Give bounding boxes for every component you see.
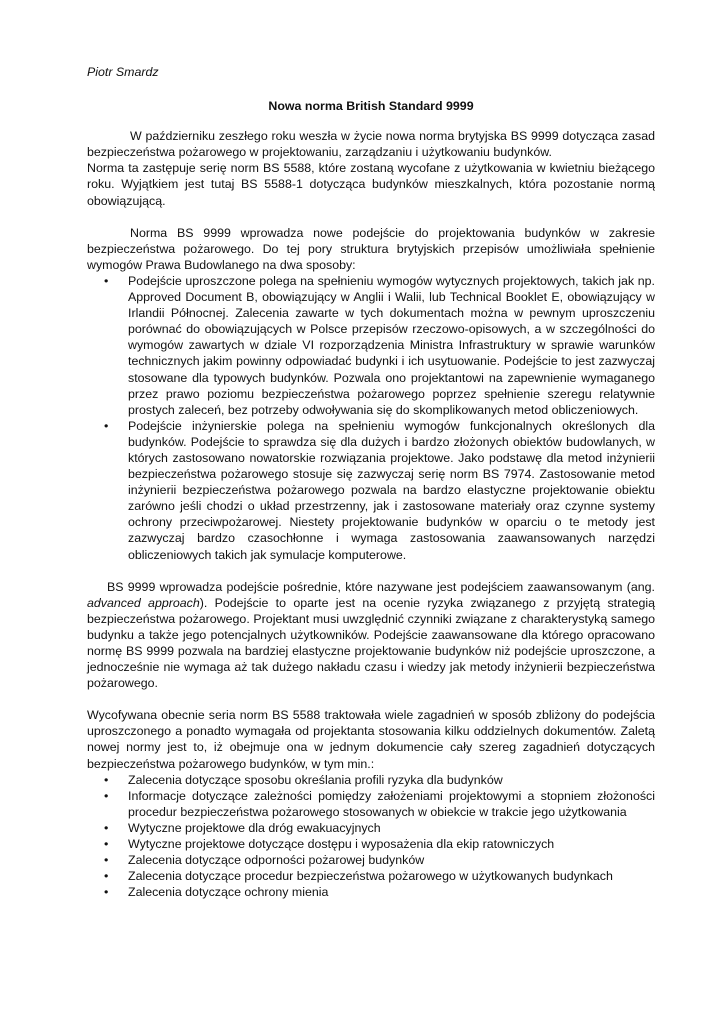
document-page (87, 64, 655, 900)
list-item: • Zalecenia dotyczące ochrony mienia (104, 885, 329, 900)
bullet-icon: • (104, 853, 109, 868)
list-item: • Zalecenia dotyczące odporności pożarowej budynków (104, 853, 425, 868)
approach-paragraph: Norma BS 9999 wprowadza nowe podejście do projektowania budynków w zakresie bezpieczeństwa pożarowego. Do tej pory struktura brytyjskich przepisów umożliwiała spełnienie wymogów Prawa Budowlanego na dwa sposoby: (87, 225, 655, 272)
list-item: • Podejście uproszczone polega na spełnieniu wymogów wytycznych projektowych, takich jak np. Approved Document B, obowiązujący w Anglii i Walii, lub Technical Booklet E, obowiązujący w Irlandii Północnej. Zalecenia zawarte w tych dokumentach można w pewnym uproszczeniu porównać do obowiązujących w Polsce przepisów rzeczowo-opisowych, a w szczególności do wymogów zawartych w dziale VI rozporządzenia Ministra Infrastruktury w sprawie warunków technicznych jakim powinny odpowiadać budynki i ich usytuowanie. Podejście to jest zazwyczaj stosowane dla typowych budynków. Pozwala ono projektantowi na zapewnienie wymaganego przez prawo poziomu bezpieczeństwa pożarowego poprzez spełnienie szeregu relatywnie prostych zaleceń, bez potrzeby odwoływania się do skomplikowanych metod obliczeniowych. (104, 273, 655, 417)
bullet-icon: • (104, 273, 109, 288)
bullet-icon: • (104, 837, 109, 852)
bs5588-paragraph: Wycofywana obecnie seria norm BS 5588 traktowała wiele zagadnień w sposób zbliżony do podejścia uproszczonego a ponadto wymagała od projektanta stosowania kilku oddzielnych dokumentów. Zaletą nowej normy jest to, iż obejmuje ona w jednym dokumencie cały szereg zagadnień dotyczących bezpieczeństwa pożarowego budynków, w tym min.: (87, 708, 655, 771)
advanced-approach-paragraph: BS 9999 wprowadza podejście pośrednie, które nazywane jest podejściem zaawansowanym (ang. advanced approach). Podejście to oparte jest na ocenie ryzyka związanego z przyjętą strategią bezpieczeństwa pożarowego. Projektant musi uwzględnić czynniki związane z charakterystyką samego budynku a także jego potencjalnych użytkowników. Podejście zaawansowane dla którego opracowano normę BS 9999 pozwala na bardziej elastyczne projektowanie budynków niż podejście uproszczone, a jednocześnie nie wymaga aż tak dużego nakładu czasu i wiedzy jak metody inżynierii bezpieczeństwa pożarowego. (87, 579, 655, 691)
bullet-icon: • (104, 772, 109, 787)
document-title: Nowa norma British Standard 9999 (268, 99, 474, 114)
scope-list (87, 772, 655, 901)
bullet-icon: • (104, 885, 109, 900)
intro-paragraph-1: W październiku zeszłego roku weszła w życie nowa norma brytyjska BS 9999 dotycząca zasad bezpieczeństwa pożarowego w projektowaniu, zarządzaniu i użytkowaniu budynków. (87, 129, 655, 160)
bullet-icon: • (104, 418, 109, 433)
list-item: • Zalecenia dotyczące sposobu określania profili ryzyka dla budynków (104, 772, 503, 787)
bullet-icon: • (104, 820, 109, 835)
list-item: • Informacje dotyczące zależności pomiędzy założeniami projektowymi a stopniem złożoności procedur bezpieczeństwa pożarowego stosowanych w obiekcie w trakcie jego użytkowania (104, 788, 655, 819)
list-item: • Wytyczne projektowe dotyczące dostępu i wyposażenia dla ekip ratowniczych (104, 837, 555, 852)
intro-paragraph-2: Norma ta zastępuje serię norm BS 5588, które zostaną wycofane z użytkowania w kwietniu bieżącego roku. Wyjątkiem jest tutaj BS 5588-1 dotycząca budynków mieszkalnych, która pozostanie normą obowiązującą. (87, 161, 655, 208)
list-item: • Wytyczne projektowe dla dróg ewakuacyjnych (104, 820, 381, 835)
bullet-icon: • (104, 869, 109, 884)
list-item: • Podejście inżynierskie polega na spełnieniu wymogów funkcjonalnych określonych dla budynków. Podejście to sprawdza się dla dużych i bardzo złożonych obiektów budowlanych, w których zastosowano nowatorskie rozwiązania projektowe. Jako podstawę dla metod inżynierii bezpieczeństwa pożarowego stosuje się zazwyczaj serię norm BS 7974. Zastosowanie metod inżynierii bezpieczeństwa pożarowego pozwala na bardzo elastyczne projektowanie obiektu zarówno jeśli chodzi o układ przestrzenny, jak i zastosowane materiały oraz czynne systemy ochrony przeciwpożarowej. Niestety projektowanie budynków w oparciu o te metody jest zazwyczaj bardzo czasochłonne i wymaga zastosowania zaawansowanych narzędzi obliczeniowych takich jak symulacje komputerowe. (104, 418, 655, 562)
approach-list (87, 273, 655, 563)
bullet-icon: • (104, 788, 109, 803)
list-item: • Zalecenia dotyczące procedur bezpieczeństwa pożarowego w użytkowanych budynkach (104, 869, 613, 884)
author-name: Piotr Smardz (87, 65, 159, 79)
